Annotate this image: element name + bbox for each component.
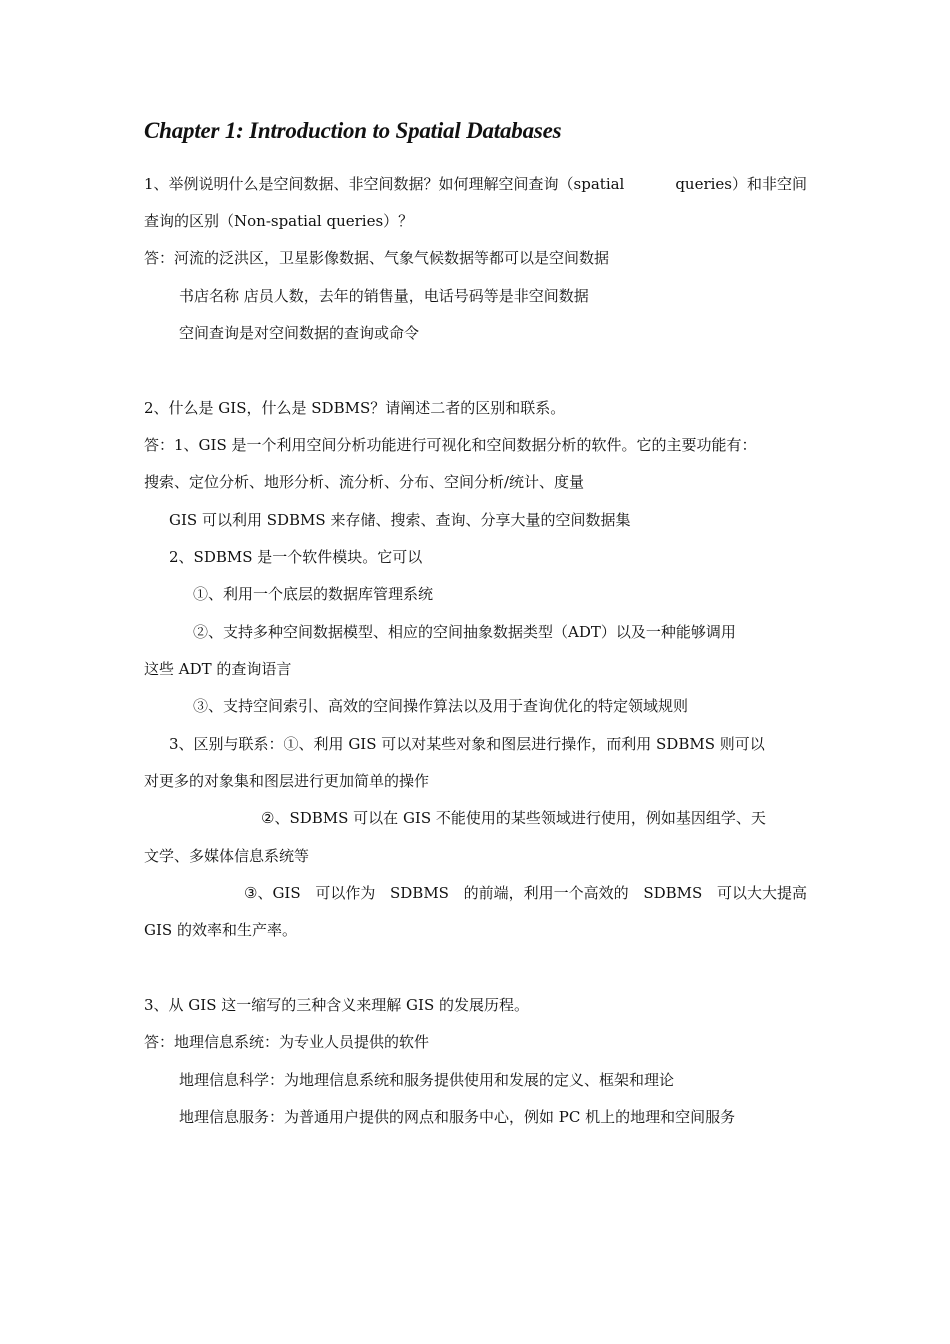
q2-answer-line8: ③、支持空间索引、高效的空间操作算法以及用于查询优化的特定领域规则 — [193, 697, 689, 715]
q2-answer-line1: 答：1、GIS 是一个利用空间分析功能进行可视化和空间数据分析的软件。它的主要功能有： — [144, 436, 757, 454]
q3-answer-line2: 地理信息科学：为地理信息系统和服务提供使用和发展的定义、框架和理论 — [179, 1071, 675, 1089]
q2-question: 2、什么是 GIS，什么是 SDBMS？请阐述二者的区别和联系。 — [144, 399, 566, 417]
q2-answer-line14: GIS 的效率和生产率。 — [144, 921, 297, 939]
q2-answer-line11: ②、SDBMS 可以在 GIS 不能使用的某些领域进行使用，例如基因组学、天 — [261, 809, 766, 827]
q3-answer-line1: 答：地理信息系统：为专业人员提供的软件 — [144, 1033, 430, 1051]
q2-answer-line12: 文学、多媒体信息系统等 — [144, 847, 310, 865]
q2-answer-line13-part1: ③、GIS — [244, 884, 301, 902]
q2-answer-line13 — [244, 882, 807, 904]
q1-question-line1 — [144, 173, 807, 195]
q2-answer-line5: ①、利用一个底层的数据库管理系统 — [193, 585, 434, 603]
q2-answer-line13-part2: 可以作为 — [315, 884, 376, 902]
q2-answer-line4: 2、SDBMS 是一个软件模块。它可以 — [169, 548, 423, 566]
q2-answer-line13-part6: 可以大大提高 — [716, 884, 807, 902]
q2-answer-line13-part5: SDBMS — [643, 884, 703, 902]
q1-question-line1-part1: 1、举例说明什么是空间数据、非空间数据？如何理解空间查询（spatial — [144, 175, 625, 193]
q1-answer-line1: 答：河流的泛洪区，卫星影像数据、气象气候数据等都可以是空间数据 — [144, 249, 610, 267]
q2-answer-line6: ②、支持多种空间数据模型、相应的空间抽象数据类型（ADT）以及一种能够调用 — [193, 623, 736, 641]
q2-answer-line13-part4: 的前端，利用一个高效的 — [463, 884, 629, 902]
q3-question: 3、从 GIS 这一缩写的三种含义来理解 GIS 的发展历程。 — [144, 996, 529, 1014]
q1-question-line2: 查询的区别（Non-spatial queries）？ — [144, 212, 414, 230]
q2-answer-line10: 对更多的对象集和图层进行更加简单的操作 — [144, 772, 430, 790]
q2-answer-line7: 这些 ADT 的查询语言 — [144, 660, 292, 678]
q2-answer-line13-part3: SDBMS — [390, 884, 449, 902]
q1-answer-line2: 书店名称 店员人数，去年的销售量，电话号码等是非空间数据 — [179, 287, 589, 305]
q2-answer-line3: GIS 可以利用 SDBMS 来存储、搜索、查询、分享大量的空间数据集 — [169, 511, 631, 529]
chapter-title: Chapter 1: Introduction to Spatial Databases — [144, 118, 562, 143]
q1-question-line1-part2: queries）和非空间 — [675, 175, 807, 193]
q2-answer-line9: 3、区别与联系：①、利用 GIS 可以对某些对象和图层进行操作，而利用 SDBMS 则可以 — [169, 735, 765, 753]
q2-answer-line2: 搜索、定位分析、地形分析、流分析、分布、空间分析/统计、度量 — [144, 473, 585, 491]
q1-answer-line3: 空间查询是对空间数据的查询或命令 — [179, 324, 420, 342]
q3-answer-line3: 地理信息服务：为普通用户提供的网点和服务中心，例如 PC 机上的地理和空间服务 — [179, 1108, 736, 1126]
